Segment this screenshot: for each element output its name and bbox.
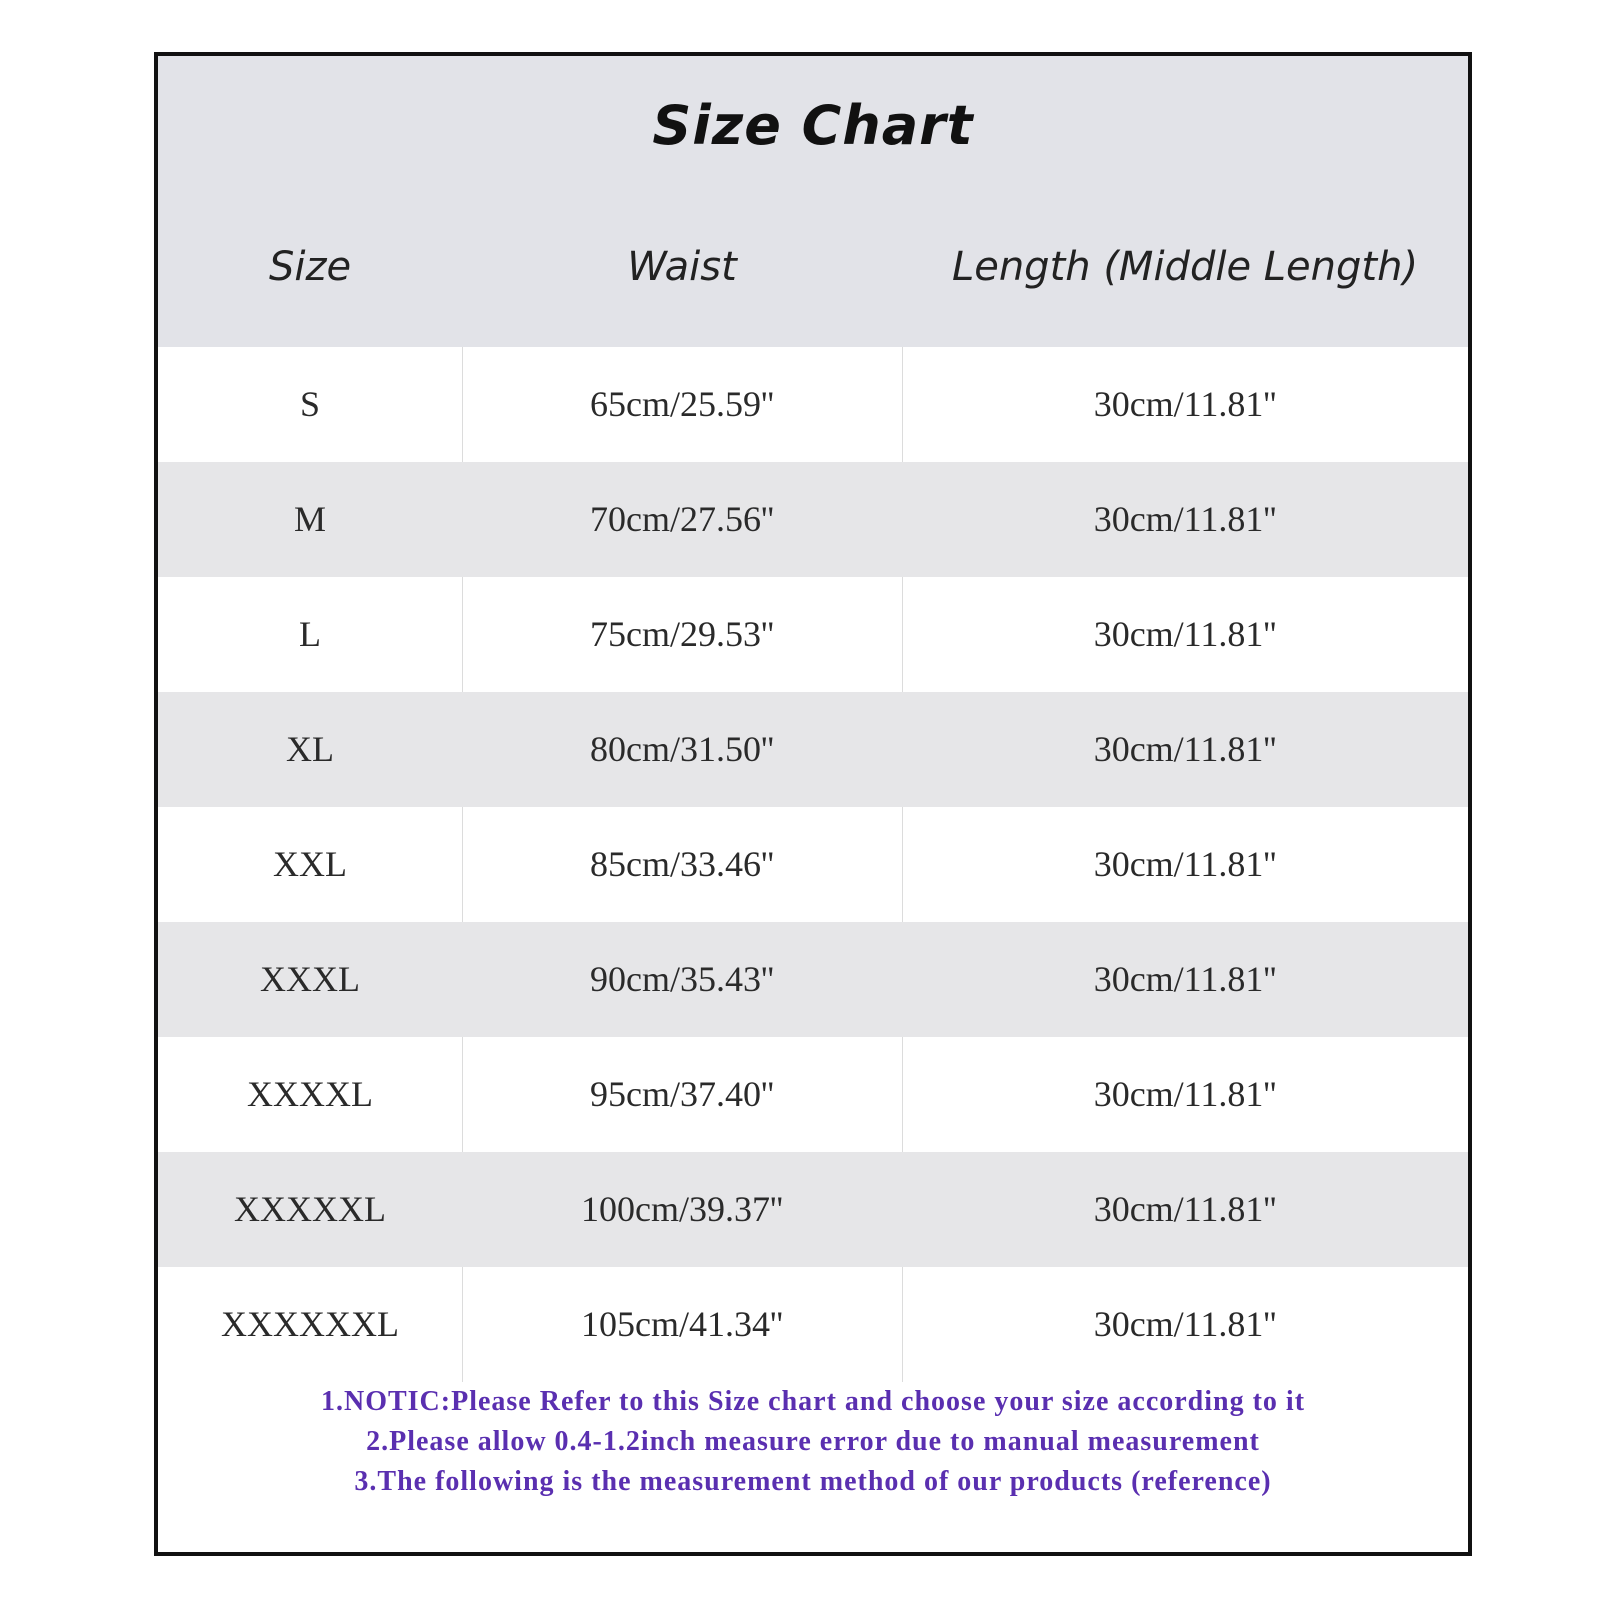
length-cell: 30cm/11.81'' [1093, 614, 1277, 654]
size-chart-frame [154, 52, 1472, 1556]
waist-cell: 65cm/25.59'' [590, 384, 774, 424]
table-row [158, 347, 1468, 462]
note-line: 1.NOTIC:Please Refer to this Size chart and choose your size according to it [320, 1386, 1306, 1417]
note-line: 2.Please allow 0.4-1.2inch measure error due to manual measurement [366, 1426, 1260, 1457]
length-cell: 30cm/11.81'' [1093, 959, 1277, 999]
length-cell: 30cm/11.81'' [1093, 844, 1277, 884]
waist-cell: 100cm/39.37'' [581, 1189, 783, 1229]
notes-section [158, 1382, 1468, 1502]
table-row [158, 577, 1468, 692]
length-cell: 30cm/11.81'' [1093, 1074, 1277, 1114]
column-header-size: Size [268, 244, 352, 290]
waist-cell: 105cm/41.34'' [581, 1304, 783, 1344]
length-cell: 30cm/11.81'' [1093, 384, 1277, 424]
waist-cell: 80cm/31.50'' [590, 729, 774, 769]
size-chart-header [158, 56, 1468, 347]
table-row [158, 807, 1468, 922]
table-row [158, 922, 1468, 1037]
size-cell: M [293, 499, 326, 539]
column-header-waist: Waist [627, 244, 737, 290]
page-title: Size Chart [652, 94, 974, 157]
table-row [158, 692, 1468, 807]
table-row [158, 1267, 1468, 1382]
length-cell: 30cm/11.81'' [1093, 1189, 1277, 1229]
waist-cell: 70cm/27.56'' [590, 499, 774, 539]
note-line: 3.The following is the measurement method of our products (reference) [354, 1466, 1272, 1497]
size-cell: XXXXXL [234, 1189, 386, 1229]
length-cell: 30cm/11.81'' [1093, 729, 1277, 769]
size-table-body [158, 347, 1468, 1382]
size-cell: XL [286, 729, 334, 769]
table-row [158, 1152, 1468, 1267]
waist-cell: 95cm/37.40'' [590, 1074, 774, 1114]
waist-cell: 90cm/35.43'' [590, 959, 774, 999]
table-row [158, 462, 1468, 577]
waist-cell: 85cm/33.46'' [590, 844, 774, 884]
waist-cell: 75cm/29.53'' [590, 614, 774, 654]
table-row [158, 1037, 1468, 1152]
size-cell: XXL [273, 844, 347, 884]
size-cell: XXXXL [247, 1074, 373, 1114]
size-cell: L [299, 614, 321, 654]
length-cell: 30cm/11.81'' [1093, 1304, 1277, 1344]
size-cell: XXXXXXL [221, 1304, 399, 1344]
length-cell: 30cm/11.81'' [1093, 499, 1277, 539]
column-header-length: Length (Middle Length) [951, 244, 1419, 290]
size-cell: S [299, 384, 321, 424]
size-cell: XXXL [260, 959, 360, 999]
